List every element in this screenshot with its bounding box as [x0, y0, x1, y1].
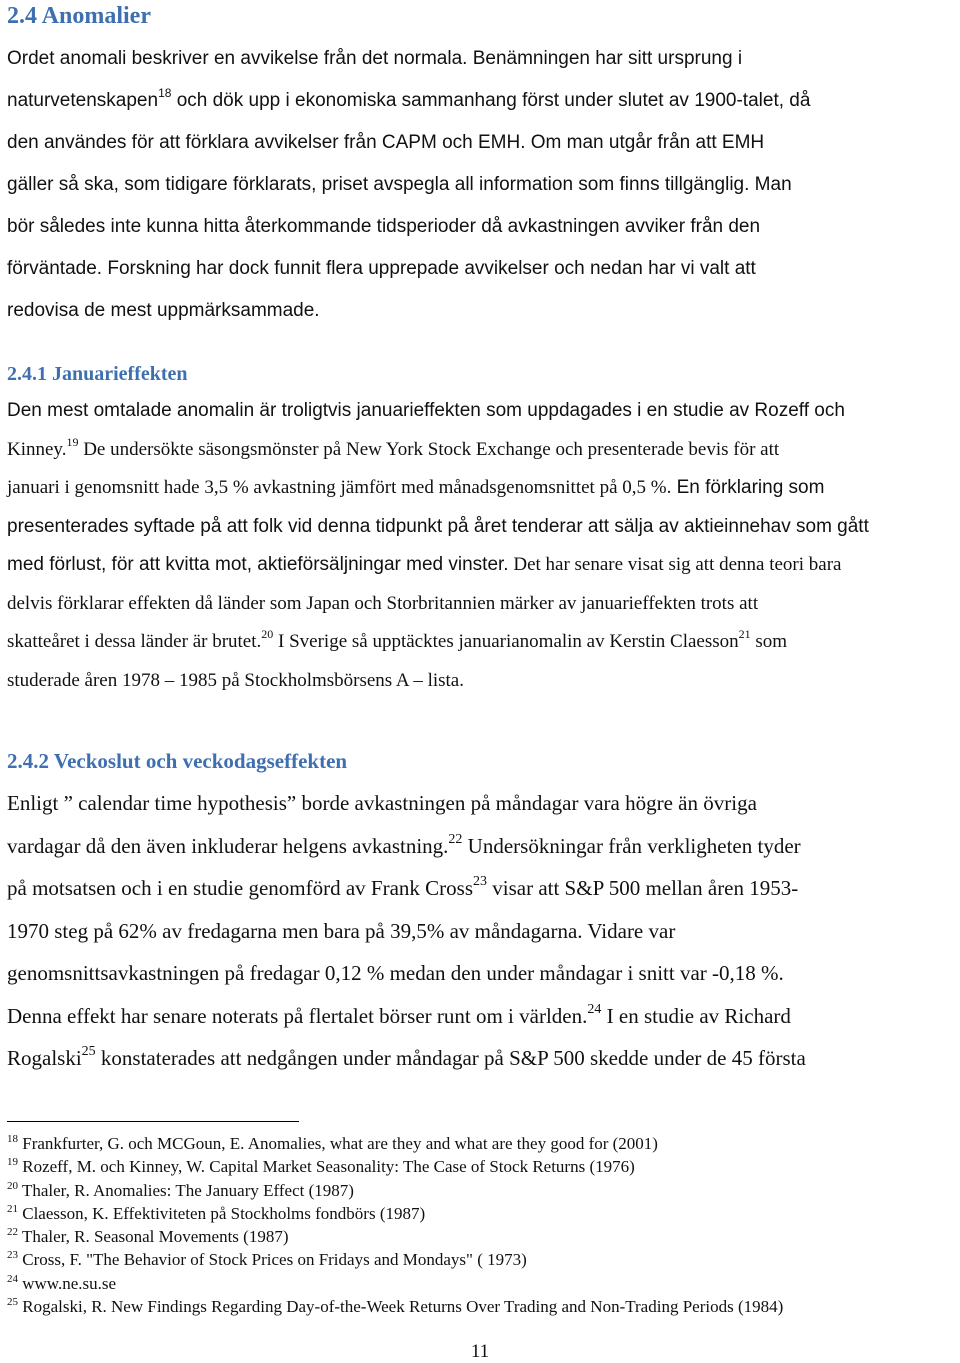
text-line [7, 867, 952, 910]
footnote-text: Rozeff, M. och Kinney, W. Capital Market Seasonality: The Case of Stock Returns (1976) [18, 1157, 635, 1177]
text-run: I Sverige så upptäcktes januarianomalin av Kerstin Claesson [273, 631, 739, 652]
text-line: bör således inte kunna hitta återkommande tidsperioder då avkastningen avviker från den [7, 216, 761, 237]
text-line [7, 995, 952, 1038]
footnote-text: Thaler, R. Anomalies: The January Effect (1987) [18, 1180, 354, 1200]
footnotes [7, 1132, 952, 1318]
footnote-number: 21 [7, 1202, 18, 1215]
text-line: förväntade. Forskning har dock funnit flera upprepade avvikelser och nedan har vi valt att [7, 258, 756, 279]
subsection-heading-vecka: 2.4.2 Veckoslut och veckodagseffekten [7, 749, 348, 773]
footnote-number: 25 [7, 1296, 18, 1309]
text-line: Ordet anomali beskriver en avvikelse från det normala. Benämningen har sitt ursprung i [7, 48, 743, 69]
text-run: Denna effekt har senare noterats på flertalet börser runt om i världen. [7, 1003, 588, 1028]
section-heading: 2.4 Anomalier [7, 3, 151, 29]
text-run: En förklaring som [671, 477, 825, 498]
text-line: Enligt ” calendar time hypothesis” borde avkastningen på måndagar vara högre än övriga [7, 791, 757, 815]
footnote-text: Cross, F. "The Behavior of Stock Prices on Fridays and Mondays" ( 1973) [18, 1250, 527, 1270]
footnote-number: 23 [7, 1249, 18, 1262]
text-line: studerade åren 1978 – 1985 på Stockholmsbörsens A – lista. [7, 669, 464, 691]
page-number: 11 [470, 1341, 490, 1362]
text-run: med förlust, för att kvitta mot, aktieförsäljningar med vinster. [7, 554, 509, 575]
footnote-number: 19 [7, 1156, 18, 1169]
footnote-text: Claesson, K. Effektiviteten på Stockholms fondbörs (1987) [18, 1203, 426, 1223]
text-run: Rogalski [7, 1046, 82, 1070]
text-line [7, 623, 952, 662]
footnote-text: www.ne.su.se [18, 1273, 117, 1293]
footnote [7, 1179, 952, 1202]
footnote-text: Frankfurter, G. och MCGoun, E. Anomalies, what are they and what are they good for (2001) [18, 1134, 658, 1153]
text-run: naturvetenskapen [7, 90, 159, 111]
footnote [7, 1295, 952, 1318]
footnote-text: Rogalski, R. New Findings Regarding Day-of-the-Week Returns Over Trading and Non-Trading Periods (1984) [18, 1297, 784, 1317]
footnote-text: Thaler, R. Seasonal Movements (1987) [18, 1227, 289, 1247]
footnote-ref: 21 [738, 627, 751, 641]
footnote [7, 1132, 952, 1155]
text-run: januari i genomsnitt hade 3,5 % avkastning jämfört med månadsgenomsnittet på 0,5 %. [7, 477, 672, 498]
footnote [7, 1272, 952, 1295]
footnote-number: 24 [7, 1272, 18, 1285]
text-line [7, 80, 952, 122]
text-run: på motsatsen och i en studie genomförd av Frank Cross [7, 876, 473, 900]
footnote [7, 1248, 952, 1271]
januari-paragraph [7, 392, 952, 700]
footnote [7, 1155, 952, 1178]
text-run: vardagar då den även inkluderar helgens avkastning. [7, 833, 449, 858]
text-line: presenterades syftade på att folk vid denna tidpunkt på året tenderar att sälja av aktieinnehav som gått [7, 515, 869, 537]
text-line [7, 431, 952, 470]
vecka-paragraph [7, 782, 952, 1080]
text-run: skatteåret i dessa länder är brutet. [7, 631, 262, 652]
section-paragraph [7, 38, 952, 332]
text-run: Det har senare visat sig att denna teori bara [508, 554, 842, 575]
footnote [7, 1225, 952, 1248]
footnote-ref: 20 [261, 627, 274, 641]
text-line: gäller så ska, som tidigare förklarats, priset avspegla all information som finns tillgänglig. Man [7, 174, 792, 195]
subsection-heading-januari: 2.4.1 Januarieffekten [7, 363, 188, 385]
text-line: genomsnittsavkastningen på fredagar 0,12 % medan den under måndagar i snitt var -0,18 %. [7, 961, 784, 985]
text-line: redovisa de mest uppmärksammade. [7, 300, 320, 321]
footnote-ref: 18 [158, 86, 172, 100]
footnote-number: 20 [7, 1179, 18, 1192]
text-line [7, 1037, 952, 1080]
text-line: delvis förklarar effekten då länder som Japan och Storbritannien märker av januarieffekten trots att [7, 592, 759, 614]
footnote-number: 22 [7, 1226, 18, 1239]
footnote-ref: 19 [66, 434, 79, 449]
text-line [7, 546, 952, 585]
footnote [7, 1202, 952, 1225]
text-line [7, 469, 952, 508]
text-run: Undersökningar från verkligheten tyder [462, 833, 801, 858]
text-run: och dök upp i ekonomiska sammanhang först under slutet av 1900-talet, då [171, 90, 811, 111]
text-line: Den mest omtalade anomalin är troligtvis januarieffekten som uppdagades i en studie av Rozeff och [7, 400, 845, 421]
text-run: De undersökte säsongsmönster på New York Stock Exchange och presenterade bevis för att [78, 438, 780, 460]
text-line [7, 825, 952, 868]
text-run: I en studie av Richard [601, 1003, 791, 1028]
footnote-number: 18 [7, 1133, 18, 1145]
footnote-separator [7, 1121, 299, 1122]
text-run: Kinney. [7, 438, 67, 460]
text-run: visar att S&P 500 mellan åren 1953- [487, 876, 799, 900]
footnote-ref: 25 [81, 1044, 96, 1059]
text-run: konstaterades att nedgången under måndagar på S&P 500 skedde under de 45 första [95, 1046, 806, 1070]
text-run: som [750, 631, 788, 652]
footnote-ref: 22 [448, 831, 463, 847]
footnote-ref: 24 [587, 1001, 602, 1017]
footnote-ref: 23 [473, 874, 487, 889]
text-line: den användes för att förklara avvikelser från CAPM och EMH. Om man utgår från att EMH [7, 132, 765, 153]
text-line: 1970 steg på 62% av fredagarna men bara på 39,5% av måndagarna. Vidare var [7, 918, 676, 943]
